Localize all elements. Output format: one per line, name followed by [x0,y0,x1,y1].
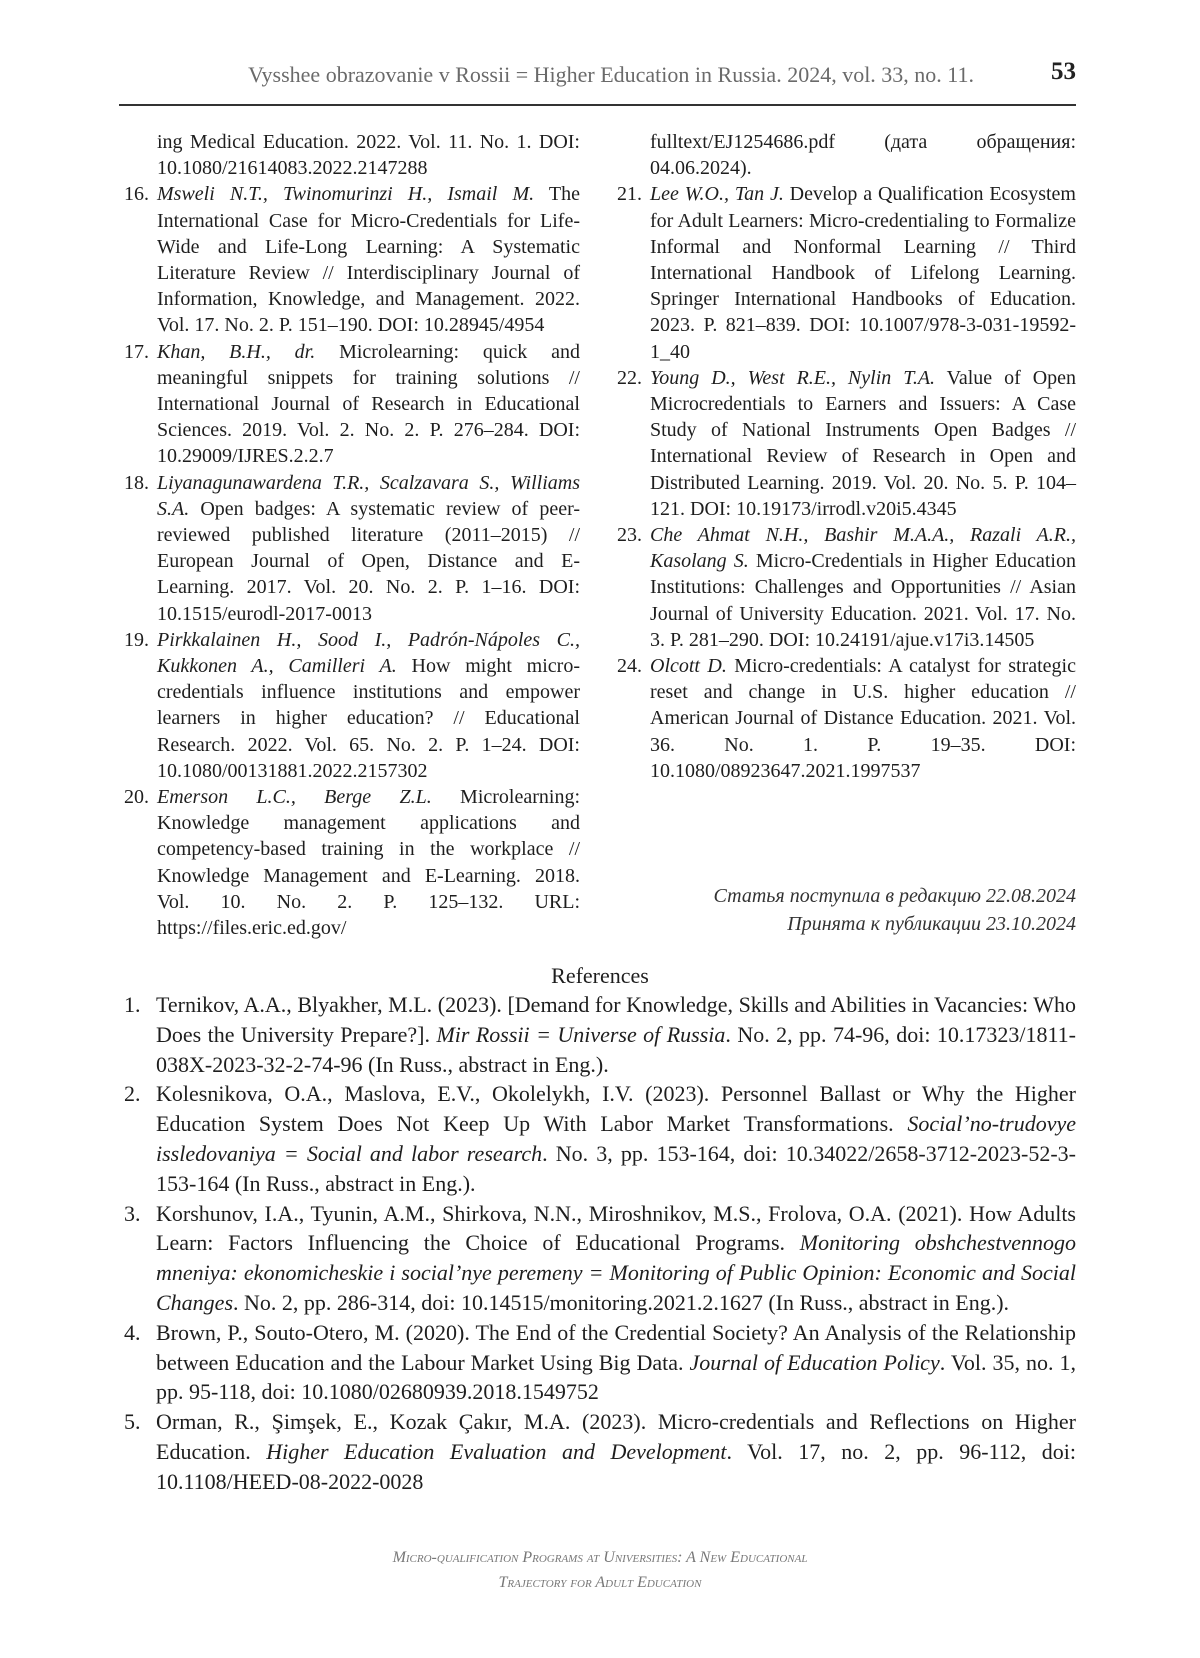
reference-item [124,990,1076,1079]
reference-italic-text: Emerson L.C., Berge Z.L. [157,786,432,809]
reference-text: Develop a Qualification Ecosystem for Adult Learners: Micro-credentialing to Formalize Informal and Nonformal Learning // Third International Handbook of Lifelong Learning. Springer International Handbooks of Education. 2023. P. 821–839. DOI: 10.1007/978-3-031-19592-1_40 [650,183,1076,363]
reference-item [124,1407,1076,1496]
reference-number: 16. [124,183,149,206]
reference-item [617,129,1076,181]
reference-text: . No. 2, pp. 74-96, doi: 10.17323/1811-038X-2023-32-2-74-96 (In Russ., abstract in Eng.). [156,1021,1076,1077]
reference-italic-text: Journal of Education Policy [689,1349,940,1375]
reference-number: 18. [124,471,149,494]
journal-title: Vysshee obrazovanie v Rossii = Higher Education in Russia. 2024, vol. 33, no. 11. [248,62,974,87]
reference-italic-text: Higher Education Evaluation and Development [266,1438,727,1464]
reference-number: 3. [124,1200,141,1226]
footer-line-1: Micro-qualification Programs at Universities: A New Educational [392,1549,808,1566]
reference-item [124,470,580,627]
reference-text: ing Medical Education. 2022. Vol. 11. No. 1. DOI: 10.1080/21614083.2022.2147288 [157,131,580,180]
reference-text: . Vol. 35, no. 1, pp. 95-118, doi: 10.1080/02680939.2018.1549752 [156,1349,1076,1405]
reference-number: 4. [124,1319,141,1345]
left-column-references [124,129,580,941]
reference-italic-text: Che Ahmat N.H., Bashir M.A.A., Razali A.R., Kasolang S. [650,524,1076,573]
references-list [124,990,1076,1497]
reference-number: 17. [124,340,149,363]
reference-item [124,339,580,470]
reference-text: Microlearning: quick and meaningful snippets for training solutions // International Journal of Research in Educational Sciences. 2019. Vol. 2. No. 2. P. 276–284. DOI: 10.29009/IJRES.2.2.7 [157,340,580,468]
reference-item [617,365,1076,522]
reference-text: Micro-Credentials in Higher Education Institutions: Challenges and Opportunities // Asian Journal of University Education. 2021. Vol. 17. No. 3. P. 281–290. DOI: 10.24191/ajue.v17i3.14505 [650,550,1076,651]
reference-number: 23. [617,524,642,547]
reference-italic-text: Lee W.O., Tan J. [650,183,784,206]
reference-text: Micro-credentials: A catalyst for strategic reset and change in U.S. higher education // American Journal of Distance Education. 2021. Vol. 36. No. 1. P. 19–35. DOI: 10.1080/08923647.2021.1997537 [650,655,1076,782]
reference-number: 19. [124,628,149,651]
submission-dates [714,882,1076,938]
reference-item [124,129,580,181]
reference-item [124,1199,1076,1318]
references-heading: References [551,963,649,988]
reference-text: . No. 3, pp. 153-164, doi: 10.34022/2658-3712-2023-52-3-153-164 (In Russ., abstract in Eng.). [156,1140,1076,1196]
reference-number: 2. [124,1081,141,1107]
reference-text: Value of Open Microcredentials to Earners and Issuers: A Case Study of National Instruments Open Badges // International Review of Research in Open and Distributed Learning. 2019. Vol. 20. No. 5. P. 104–121. DOI: 10.19173/irrodl.v20i5.4345 [650,366,1077,520]
reference-number: 21. [617,183,642,206]
reference-number: 5. [124,1409,141,1435]
reference-italic-text: Mir Rossii = Universe of Russia [436,1021,726,1047]
right-column-references [617,129,1076,784]
reference-italic-text: Pirkkalainen H., Sood I., Padrón-Nápoles C., Kukkonen A., Camilleri A. [157,628,580,678]
page-number: 53 [1051,58,1076,85]
reference-item [617,522,1076,653]
reference-item [124,1318,1076,1407]
reference-text: Korshunov, I.A., Tyunin, A.M., Shirkova, N.N., Miroshnikov, M.S., Frolova, O.A. (2021). How Adults Learn: Factors Influencing the Choice of Educational Programs. [156,1200,1076,1256]
reference-text: Kolesnikova, O.A., Maslova, E.V., Okolelykh, I.V. (2023). Personnel Ballast or Why the Higher Education System Does Not Keep Up With Labor Market Transformations. [156,1081,1076,1137]
reference-italic-text: Social’no-trudovye issledovaniya = Social and labor research [156,1111,1076,1166]
reference-text: Open badges: A systematic review of peer-reviewed published literature (2011–2015) // European Journal of Open, Distance and E-Learning. 2017. Vol. 20. No. 2. P. 1–16. DOI: 10.1515/eurodl-2017-0013 [157,497,580,625]
reference-text: Microlearning: Knowledge management applications and competency-based training in the workplace // Knowledge Management and E-Learning. 2018. Vol. 10. No. 2. P. 125–132. URL: https://files.eric.ed.gov/ [157,786,580,940]
reference-italic-text: Msweli N.T., Twinomurinzi H., Ismail M. [157,183,535,206]
reference-number: 1. [124,992,141,1017]
reference-text: Brown, P., Souto-Otero, M. (2020). The End of the Credential Society? An Analysis of the Relationship between Education and the Labour Market Using Big Data. [156,1319,1076,1375]
reference-italic-text: Olcott D. [650,655,727,678]
reference-item [124,784,580,941]
header-divider [119,104,1076,106]
reference-item [124,181,580,338]
reference-item [124,627,580,784]
reference-item [617,653,1076,784]
reference-number: 22. [617,366,642,389]
reference-text: fulltext/EJ1254686.pdf (дата обращения: 04.06.2024). [650,131,1076,180]
reference-text: Ternikov, A.A., Blyakher, M.L. (2023). [Demand for Knowledge, Skills and Abilities in Vacancies: Who Does the University Prepare?]. [156,992,1076,1047]
reference-italic-text: Monitoring obshchestvennogo mneniya: ekonomicheskie i social’nye peremeny = Monitoring of Public Opinion: Economic and Social Changes [156,1230,1076,1315]
reference-text: How might micro-credentials influence institutions and empower learners in higher education? // Educational Research. 2022. Vol. 65. No. 2. P. 1–24. DOI: 10.1080/00131881.2022.2157302 [157,655,580,782]
reference-number: 24. [617,655,642,678]
article-title-footer [0,1545,1200,1595]
footer-line-2: Trajectory for Adult Education [498,1574,702,1591]
reference-text: The International Case for Micro-Credentials for Life-Wide and Life-Long Learning: A Systematic Literature Review // Interdisciplinary Journal of Information, Knowledge, and Management. 2022. Vol. 17. No. 2. P. 151–190. DOI: 10.28945/4954 [157,183,580,337]
reference-item [124,1079,1076,1198]
received-date: Статья поступила в редакцию 22.08.2024 [713,885,1076,907]
reference-text: Orman, R., Şimşek, E., Kozak Çakır, M.A. (2023). Micro-credentials and Reflections on Higher Education. [156,1409,1076,1464]
accepted-date: Принята к публикации 23.10.2024 [787,913,1076,935]
reference-text: . Vol. 17, no. 2, pp. 96-112, doi: 10.1108/HEED-08-2022-0028 [156,1438,1076,1494]
reference-italic-text: Liyanagunawardena T.R., Scalzavara S., Williams S.A. [157,471,580,520]
reference-item [617,181,1076,364]
reference-italic-text: Khan, B.H., dr. [157,340,316,363]
reference-italic-text: Young D., West R.E., Nylin T.A. [650,366,936,389]
reference-text: . No. 2, pp. 286-314, doi: 10.14515/monitoring.2021.2.1627 (In Russ., abstract in Eng.). [233,1289,1010,1315]
reference-number: 20. [124,786,149,809]
